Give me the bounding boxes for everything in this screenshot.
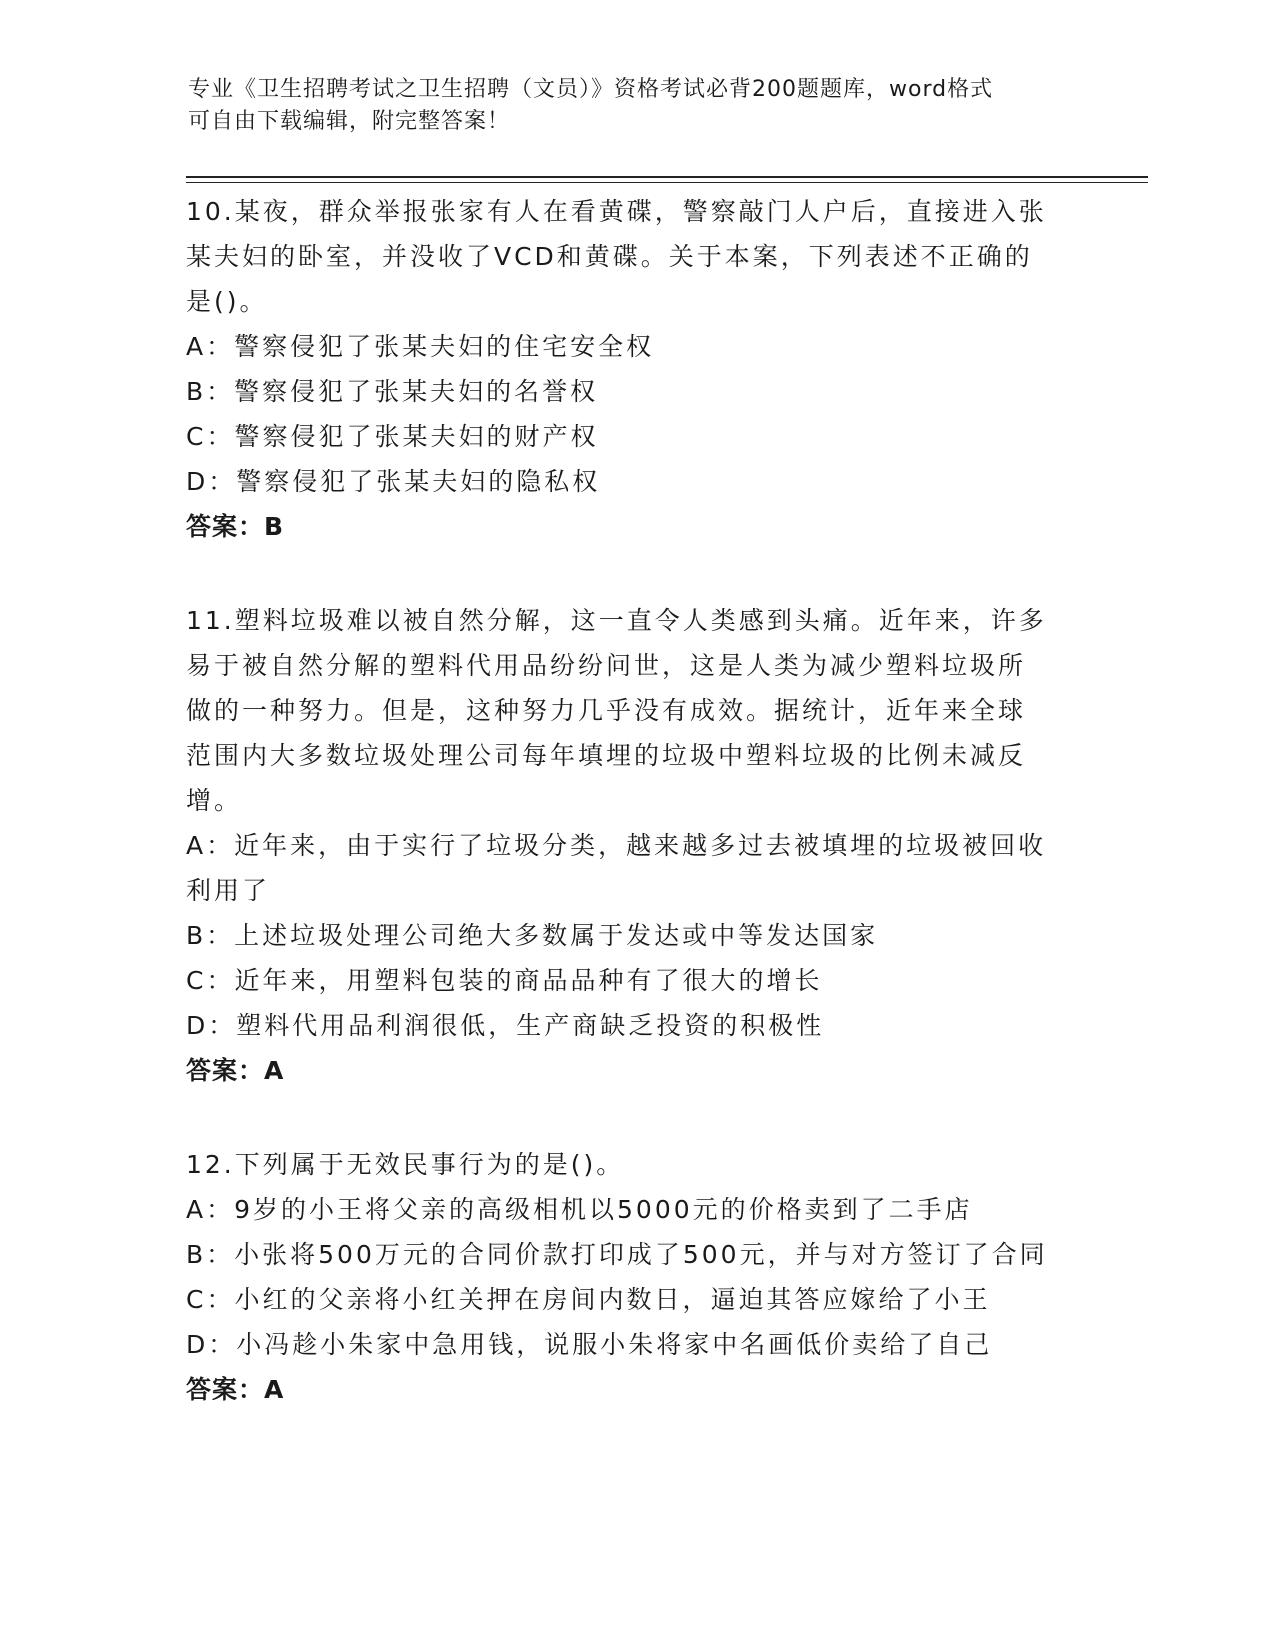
option-b: B：警察侵犯了张某夫妇的名誉权 — [186, 377, 599, 406]
question-stem-line: 12.下列属于无效民事行为的是()。 — [186, 1150, 625, 1179]
option-d: D：塑料代用品利润很低，生产商缺乏投资的积极性 — [186, 1011, 825, 1040]
question-stem-line: 11.塑料垃圾难以被自然分解，这一直令人类感到头痛。近年来，许多 — [186, 606, 1047, 635]
question-stem-line: 某夫妇的卧室，并没收了VCD和黄碟。关于本案，下列表述不正确的 — [186, 242, 1033, 271]
option-d: D：小冯趁小朱家中急用钱，说服小朱将家中名画低价卖给了自己 — [186, 1330, 993, 1359]
answer-label: 答案：A — [186, 1375, 285, 1404]
option-c: C：小红的父亲将小红关押在房间内数日，逼迫其答应嫁给了小王 — [186, 1285, 991, 1314]
option-a-continued: 利用了 — [186, 876, 271, 905]
question-stem-line: 10.某夜，群众举报张家有人在看黄碟，警察敲门人户后，直接进入张 — [186, 197, 1047, 226]
option-d: D：警察侵犯了张某夫妇的隐私权 — [186, 467, 601, 496]
question-stem-line: 增。 — [186, 786, 243, 815]
header-divider-thick — [186, 176, 1148, 178]
question-stem-line: 是()。 — [186, 287, 268, 316]
header-title-line-2: 可自由下载编辑，附完整答案！ — [188, 109, 511, 134]
question-stem-line: 易于被自然分解的塑料代用品纷纷问世，这是人类为减少塑料垃圾所 — [186, 651, 1027, 680]
header-divider-thin — [186, 182, 1148, 183]
option-a: A：警察侵犯了张某夫妇的住宅安全权 — [186, 332, 655, 361]
option-b: B：小张将500万元的合同价款打印成了500元，并与对方签订了合同 — [186, 1240, 1048, 1269]
option-b: B：上述垃圾处理公司绝大多数属于发达或中等发达国家 — [186, 921, 879, 950]
document-header — [188, 74, 1068, 138]
option-a: A：近年来，由于实行了垃圾分类，越来越多过去被填埋的垃圾被回收 — [186, 831, 1047, 860]
question-stem-line: 做的一种努力。但是，这种努力几乎没有成效。据统计，近年来全球 — [186, 696, 1027, 725]
answer-label: 答案：A — [186, 1056, 285, 1085]
question-10 — [186, 189, 1086, 549]
option-a: A：9岁的小王将父亲的高级相机以5000元的价格卖到了二手店 — [186, 1195, 973, 1224]
answer-label: 答案：B — [186, 512, 285, 541]
option-c: C：近年来，用塑料包装的商品品种有了很大的增长 — [186, 966, 823, 995]
option-c: C：警察侵犯了张某夫妇的财产权 — [186, 422, 599, 451]
header-title-line-1: 专业《卫生招聘考试之卫生招聘（文员）》资格考试必背200题题库，word格式 — [188, 77, 994, 102]
question-11 — [186, 598, 1086, 1093]
question-stem-line: 范围内大多数垃圾处理公司每年填埋的垃圾中塑料垃圾的比例未减反 — [186, 741, 1027, 770]
question-12 — [186, 1142, 1086, 1412]
